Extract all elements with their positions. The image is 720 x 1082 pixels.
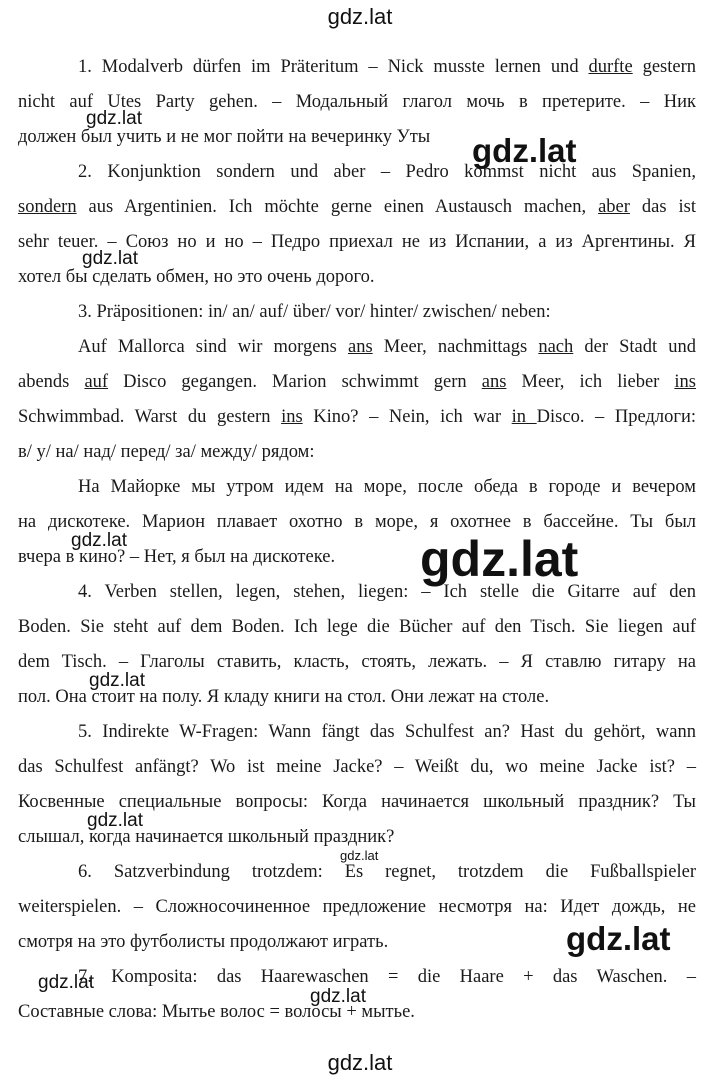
p5-line-2: das Schulfest anfängt? Wo ist meine Jacke? – Weißt du, wo meine Jacke ist? – <box>18 757 696 777</box>
p7-line-2: Составные слова: Мытье волос = волосы + мытье. <box>18 1002 415 1022</box>
p4-line-3: dem Tisch. – Глаголы ставить, класть, стоять, лежать. – Я ставлю гитару на <box>18 652 696 672</box>
p3-line-3: Schwimmbad. Warst du gestern ins Kino? – Nein, ich war in Disco. – Предлоги: <box>18 407 696 427</box>
watermark: gdz.lat <box>310 986 366 1007</box>
p2-line-3: sehr teuer. – Союз но и но – Педро приехал не из Испании, а из Аргентины. Я <box>18 232 696 252</box>
watermark: gdz.lat <box>89 670 145 691</box>
p7-line-1: 7. Komposita: das Haarewaschen = die Haare + das Waschen. – <box>78 967 696 987</box>
watermark: gdz.lat <box>71 530 127 551</box>
p3-ru-line-2: на дискотеке. Марион плавает охотно в море, я охотнее в бассейне. Ты был <box>18 512 696 532</box>
watermark-bottom: gdz.lat <box>327 1050 393 1075</box>
p1-line-2: nicht auf Utes Party gehen. – Модальный глагол мочь в претерите. – Ник <box>18 92 696 112</box>
p5-line-1: 5. Indirekte W-Fragen: Wann fängt das Schulfest an? Hast du gehört, wann <box>78 722 696 742</box>
p6-line-2: weiterspielen. – Сложносочиненное предложение несмотря на: Идет дождь, не <box>18 897 696 917</box>
p5-line-4: слышал, когда начинается школьный праздник? <box>18 827 395 847</box>
p1-line-1: 1. Modalverb dürfen im Präteritum – Nick musste lernen und durfte gestern <box>78 57 696 77</box>
p2-line-2: sondern aus Argentinien. Ich möchte gerne einen Austausch machen, aber das ist <box>18 197 696 217</box>
watermark: gdz.lat <box>420 531 579 587</box>
p4-line-1: 4. Verben stellen, legen, stehen, liegen: – Ich stelle die Gitarre auf den <box>78 582 696 602</box>
watermark: gdz.lat <box>38 972 94 993</box>
watermark: gdz.lat <box>472 132 577 169</box>
p1-line-3: должен был учить и не мог пойти на вечеринку Уты <box>18 127 431 147</box>
p3-line-4: в/ у/ на/ над/ перед/ за/ между/ рядом: <box>18 442 315 462</box>
watermark: gdz.lat <box>566 920 671 957</box>
p3-line-2: abends auf Disco gegangen. Marion schwimmt gern ans Meer, ich lieber ins <box>18 372 696 392</box>
p4-line-2: Boden. Sie steht auf dem Boden. Ich lege die Bücher auf den Tisch. Sie liegen auf <box>18 617 696 637</box>
p6-line-3: смотря на это футболисты продолжают играть. <box>18 932 389 952</box>
p6-line-1: 6. Satzverbindung trotzdem: Es regnet, trotzdem die Fußballspieler <box>78 862 696 882</box>
watermark: gdz.lat <box>87 810 143 831</box>
p3-line-1: Auf Mallorca sind wir morgens ans Meer, nachmittags nach der Stadt und <box>78 337 697 357</box>
p5-line-3: Косвенные специальные вопросы: Когда начинается школьный праздник? Ты <box>18 792 696 812</box>
p2-line-1: 2. Konjunktion sondern und aber – Pedro kommst nicht aus Spanien, <box>78 162 696 182</box>
watermark: gdz.lat <box>340 848 379 863</box>
watermark: gdz.lat <box>82 248 138 269</box>
p3-heading: 3. Präpositionen: in/ an/ auf/ über/ vor/ hinter/ zwischen/ neben: <box>78 302 551 322</box>
p4-line-4: пол. Она стоит на полу. Я кладу книги на стол. Они лежат на столе. <box>18 687 550 707</box>
watermark: gdz.lat <box>86 108 142 129</box>
p3-ru-line-1: На Майорке мы утром идем на море, после обеда в городе и вечером <box>78 477 696 497</box>
watermark-top: gdz.lat <box>327 4 393 29</box>
p2-line-4: хотел бы сделать обмен, но это очень дорого. <box>18 267 375 287</box>
p3-ru-line-3: вчера в кино? – Нет, я был на дискотеке. <box>18 547 336 567</box>
